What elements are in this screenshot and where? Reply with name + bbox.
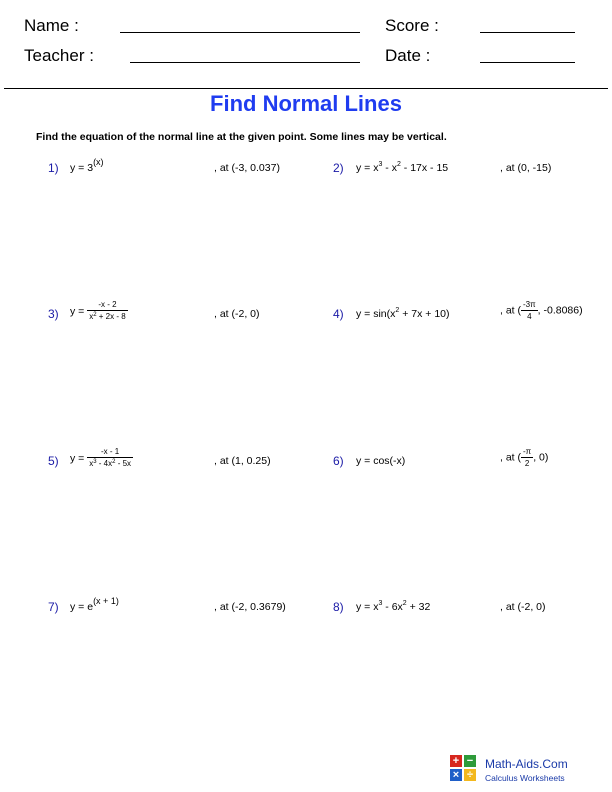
brand-subtitle: Calculus Worksheets [485, 773, 565, 783]
problem-equation: $y = x^3 - x^2 - 17x - 15$ [356, 161, 449, 174]
given-point: , at (0, -15) [500, 162, 552, 174]
score-field[interactable] [480, 32, 575, 33]
problem-equation: y = $\frac{-x - 1}{x^3 - 4x^2 - 5x}$ [70, 447, 132, 468]
problem-equation: y = cos(-x) [356, 455, 406, 467]
minus-icon: − [464, 755, 476, 767]
divide-icon: ÷ [464, 769, 476, 781]
problem-number: 4) [333, 307, 344, 321]
problem-number: 5) [48, 454, 59, 468]
header-divider [4, 88, 608, 89]
problem-equation: y = e(x + 1) [70, 596, 119, 613]
date-label: Date : [385, 46, 431, 65]
problem-equation: $y = x^3 - 6x^2 + 32$ [356, 600, 431, 613]
score-label: Score : [385, 16, 439, 35]
date-field[interactable] [480, 62, 575, 63]
problem-number: 2) [333, 161, 344, 175]
name-field[interactable] [120, 32, 360, 33]
times-icon: × [450, 769, 462, 781]
name-label: Name : [24, 16, 79, 35]
teacher-label: Teacher : [24, 46, 94, 65]
plus-icon: + [450, 755, 462, 767]
instructions: Find the equation of the normal line at the given point. Some lines may be vertical. [36, 131, 447, 143]
given-point: , at (-2, 0) [500, 601, 546, 613]
teacher-field[interactable] [130, 62, 360, 63]
problem-equation: $y = \sin(x^2 + 7x + 10)$ [356, 307, 450, 320]
given-point: , at (-2, 0) [214, 308, 260, 320]
worksheet-title: Find Normal Lines [210, 91, 402, 116]
problem-number: 6) [333, 454, 344, 468]
brand-name: Math-Aids.Com [485, 757, 568, 771]
problem-equation: y = 3(x) [70, 157, 104, 174]
problem-number: 3) [48, 307, 59, 321]
problem-number: 7) [48, 600, 59, 614]
given-point: , at (-2, 0.3679) [214, 601, 286, 613]
given-point: , at ( $\frac{-3\pi}{4}$ , -0.8086) [500, 300, 583, 321]
problem-number: 1) [48, 161, 59, 175]
given-point: , at ( $\frac{-\pi}{2}$ , 0) [500, 447, 549, 468]
given-point: , at (1, 0.25) [214, 455, 271, 467]
problem-equation: y = $\frac{-x - 2}{x^2 + 2x - 8}$ [70, 300, 126, 321]
given-point: , at (-3, 0.037) [214, 162, 280, 174]
problem-number: 8) [333, 600, 344, 614]
